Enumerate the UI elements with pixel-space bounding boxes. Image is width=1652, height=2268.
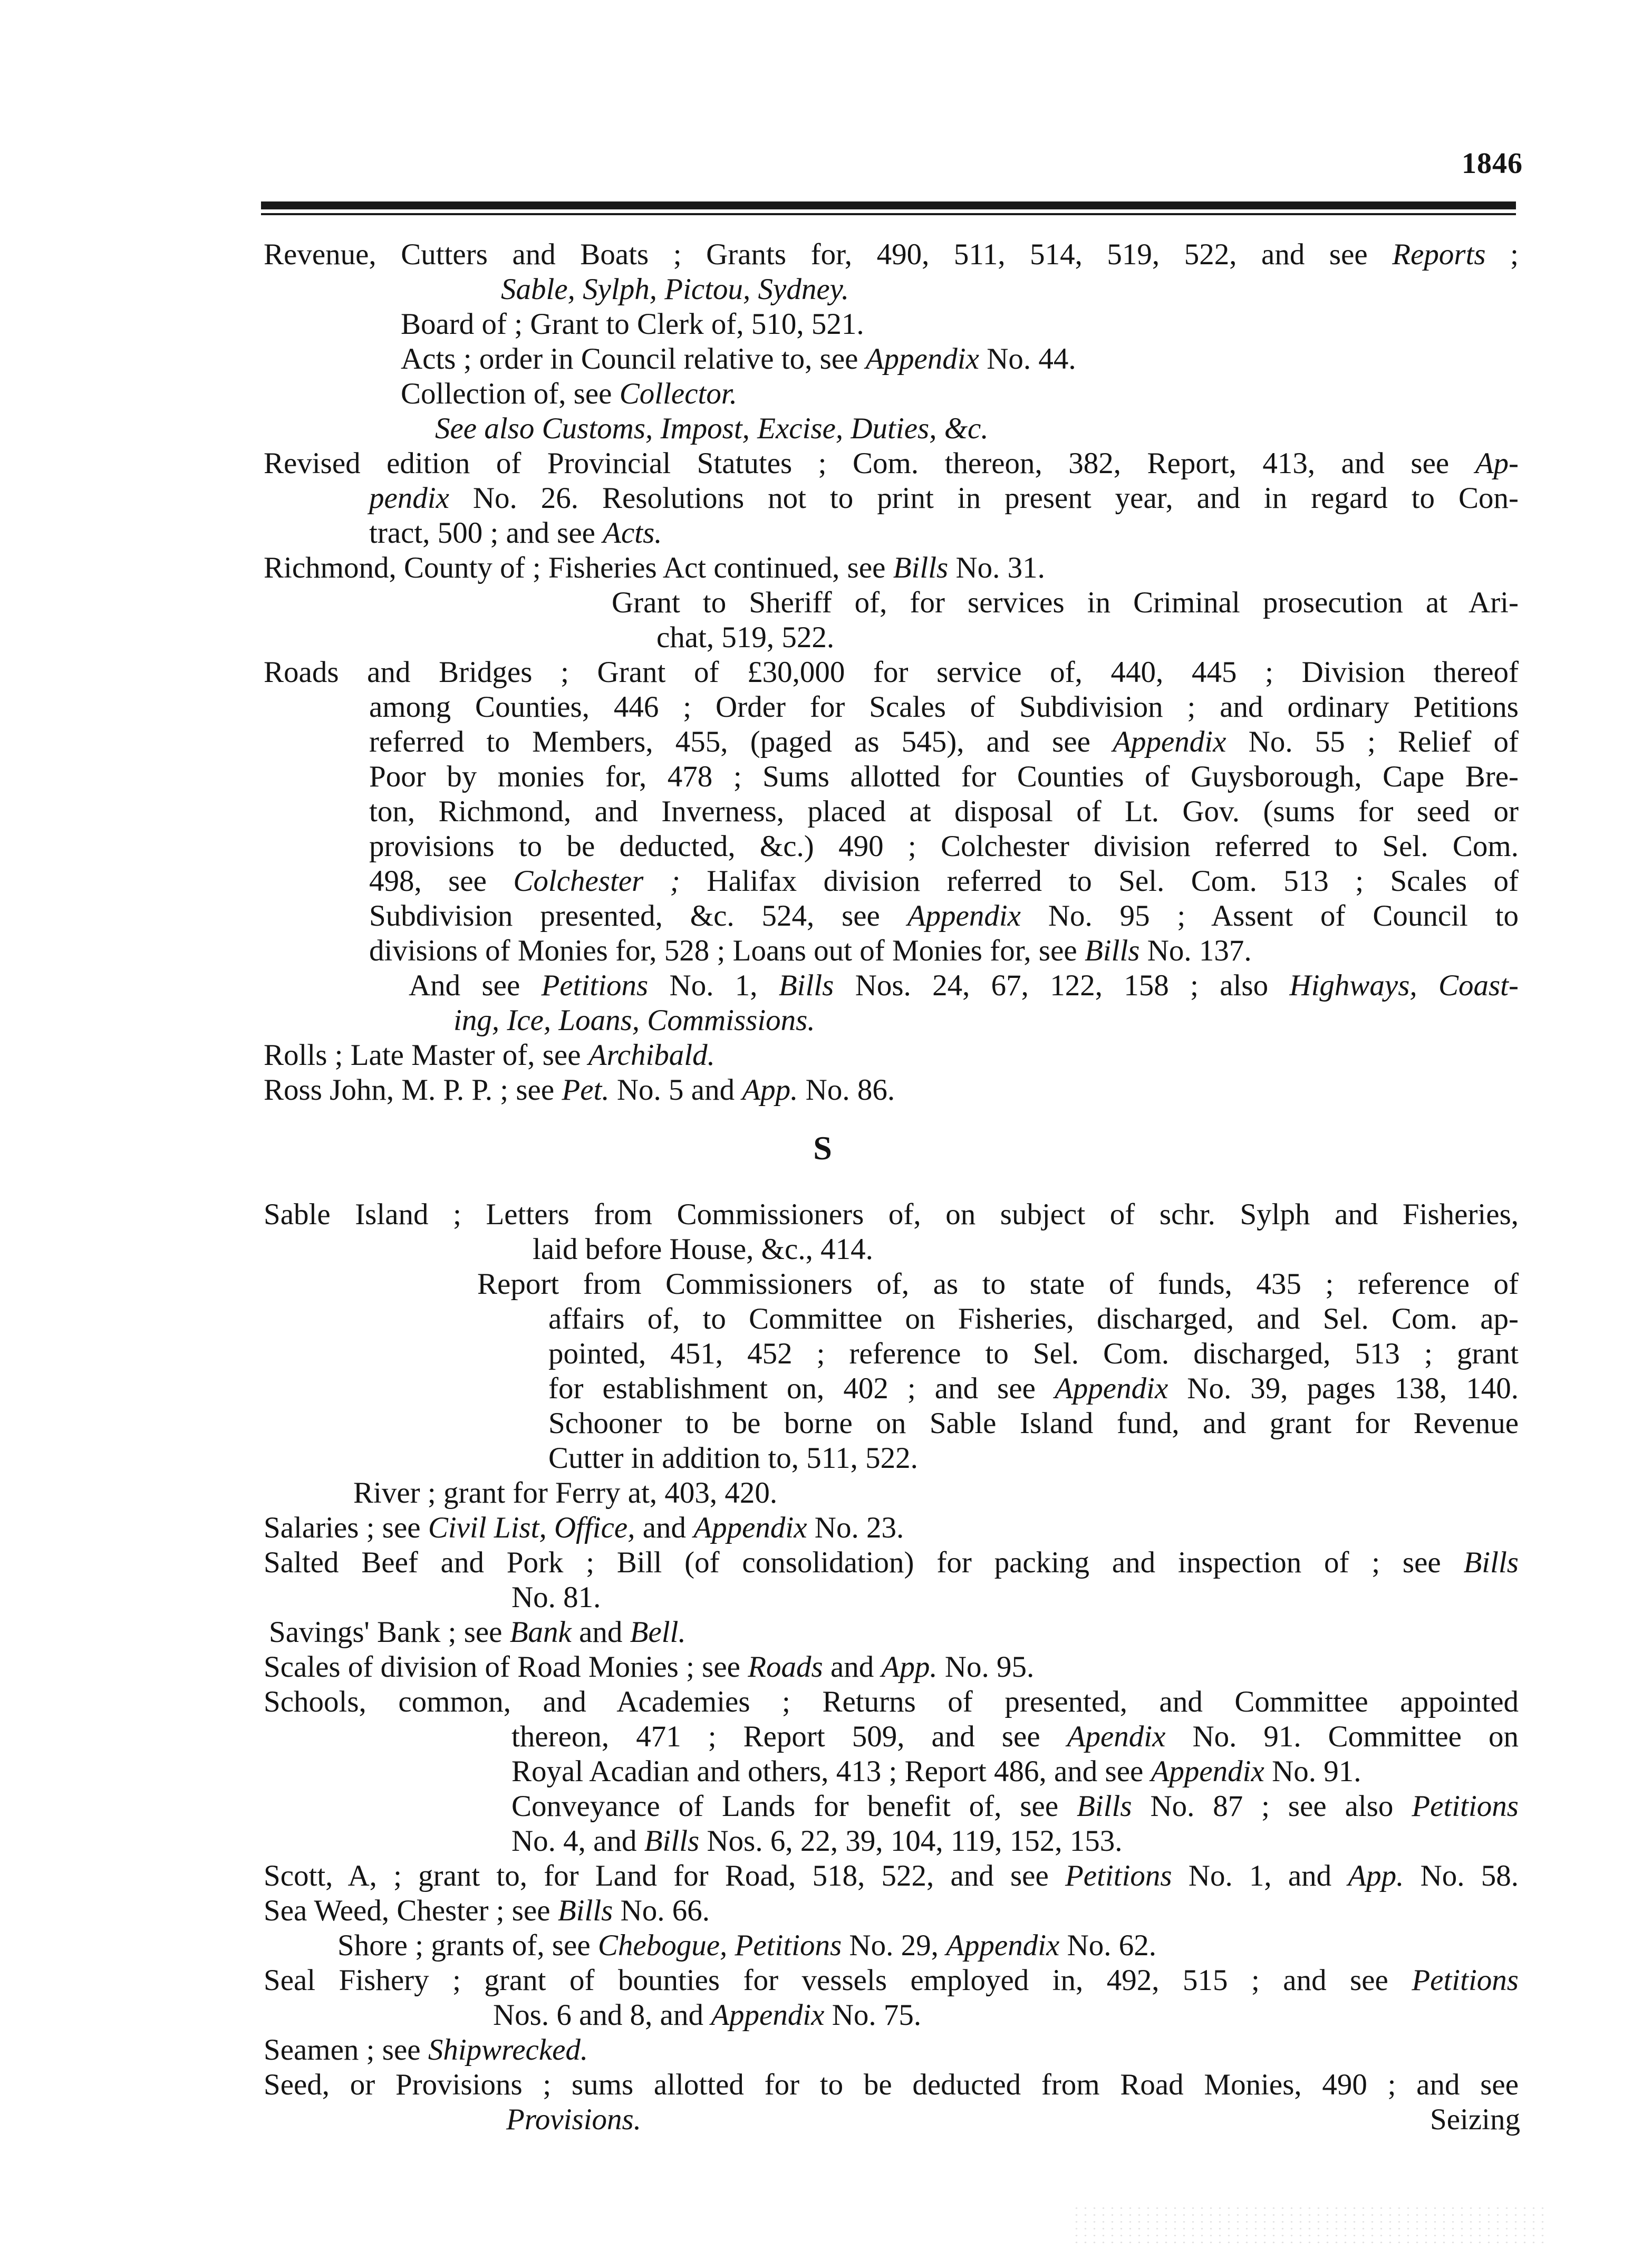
index-line: Sea Weed, Chester ; see Bills No. 66. [264,1894,710,1927]
index-line: Savings' Bank ; see Bank and Bell. [269,1616,686,1649]
index-line: Scales of division of Road Monies ; see Roads and App. No. 95. [264,1650,1035,1684]
index-line: provisions to be deducted, &c.) 490 ; Colchester division referred to Sel. Com. [369,830,1519,863]
index-line: Nos. 6 and 8, and Appendix No. 75. [493,1998,922,2032]
index-line: laid before House, &c., 414. [533,1233,873,1266]
index-line: ing, Ice, Loans, Commissions. [453,1004,815,1037]
index-line: Revised edition of Provincial Statutes ; Com. thereon, 382, Report, 413, and see Ap- [264,447,1519,480]
page-number: 1846 [1462,147,1523,180]
section-heading-s: S [813,1129,832,1167]
index-line: Seamen ; see Shipwrecked. [264,2033,588,2067]
index-line: 498, see Colchester ; Halifax division referred to Sel. Com. 513 ; Scales of [369,864,1519,898]
index-line: Shore ; grants of, see Chebogue, Petitions No. 29, Appendix No. 62. [337,1929,1157,1962]
index-line: among Counties, 446 ; Order for Scales of Subdivision ; and ordinary Petitions [369,690,1519,724]
index-line: Acts ; order in Council relative to, see Appendix No. 44. [401,342,1076,376]
catchword: Seizing [1430,2103,1520,2136]
index-line: Royal Acadian and others, 413 ; Report 486, and see Appendix No. 91. [511,1755,1361,1788]
index-line: Subdivision presented, &c. 524, see Appendix No. 95 ; Assent of Council to [369,899,1519,933]
index-line: Board of ; Grant to Clerk of, 510, 521. [401,307,864,341]
index-line: Poor by monies for, 478 ; Sums allotted for Counties of Guysborough, Cape Bre- [369,760,1519,793]
index-line: See also Customs, Impost, Excise, Duties, &c. [435,412,989,445]
index-line: Ross John, M. P. P. ; see Pet. No. 5 and App. No. 86. [264,1073,895,1107]
index-line: Schooner to be borne on Sable Island fund, and grant for Revenue [548,1407,1519,1440]
index-line: Report from Commissioners of, as to state of funds, 435 ; reference of [477,1267,1519,1301]
index-line: Conveyance of Lands for benefit of, see Bills No. 87 ; see also Petitions [511,1790,1519,1823]
index-line: Rolls ; Late Master of, see Archibald. [264,1039,715,1072]
index-line: Seal Fishery ; grant of bounties for vessels employed in, 492, 515 ; and see Petitions [264,1964,1519,1997]
header-rule-thin [261,213,1516,215]
index-line: And see Petitions No. 1, Bills Nos. 24, 67, 122, 158 ; also Highways, Coast- [409,969,1519,1002]
index-line: Salaries ; see Civil List, Office, and Appendix No. 23. [264,1511,904,1544]
index-line: Richmond, County of ; Fisheries Act continued, see Bills No. 31. [264,551,1045,584]
index-line: ton, Richmond, and Inverness, placed at disposal of Lt. Gov. (sums for seed or [369,795,1519,828]
header-rule-thick [261,201,1516,209]
index-line: Sable, Sylph, Pictou, Sydney. [501,273,849,306]
index-line: divisions of Monies for, 528 ; Loans out of Monies for, see Bills No. 137. [369,934,1252,967]
index-line: chat, 519, 522. [656,621,835,654]
index-line: Cutter in addition to, 511, 522. [548,1441,918,1475]
index-line: Collection of, see Collector. [401,377,737,410]
index-line: tract, 500 ; and see Acts. [369,516,662,550]
index-line: No. 81. [511,1581,601,1614]
index-line: thereon, 471 ; Report 509, and see Apendix No. 91. Committee on [511,1720,1519,1753]
index-line: pendix No. 26. Resolutions not to print in present year, and in regard to Con- [369,482,1519,515]
paper-speckle [1072,2205,1547,2247]
index-line: Seed, or Provisions ; sums allotted for to be deducted from Road Monies, 490 ; and see [264,2068,1519,2101]
index-line: Schools, common, and Academies ; Returns of presented, and Committee appointed [264,1685,1519,1718]
index-line: for establishment on, 402 ; and see Appendix No. 39, pages 138, 140. [548,1372,1519,1405]
index-line: Provisions. [506,2103,641,2136]
index-line: Sable Island ; Letters from Commissioners of, on subject of schr. Sylph and Fisheries, [264,1198,1519,1231]
index-line: No. 4, and Bills Nos. 6, 22, 39, 104, 119, 152, 153. [511,1824,1123,1858]
index-line: Roads and Bridges ; Grant of £30,000 for service of, 440, 445 ; Division thereof [264,656,1519,689]
index-line: Revenue, Cutters and Boats ; Grants for, 490, 511, 514, 519, 522, and see Reports ; [264,238,1519,271]
index-line: River ; grant for Ferry at, 403, 420. [353,1476,778,1510]
index-line: referred to Members, 455, (paged as 545), and see Appendix No. 55 ; Relief of [369,725,1519,758]
index-line: affairs of, to Committee on Fisheries, discharged, and Sel. Com. ap- [548,1302,1519,1335]
index-line: Scott, A, ; grant to, for Land for Road, 518, 522, and see Petitions No. 1, and App. No. 58. [264,1859,1519,1892]
index-line: Grant to Sheriff of, for services in Criminal prosecution at Ari- [612,586,1519,619]
index-line: Salted Beef and Pork ; Bill (of consolidation) for packing and inspection of ; see Bills [264,1546,1519,1579]
index-line: pointed, 451, 452 ; reference to Sel. Com. discharged, 513 ; grant [548,1337,1519,1370]
